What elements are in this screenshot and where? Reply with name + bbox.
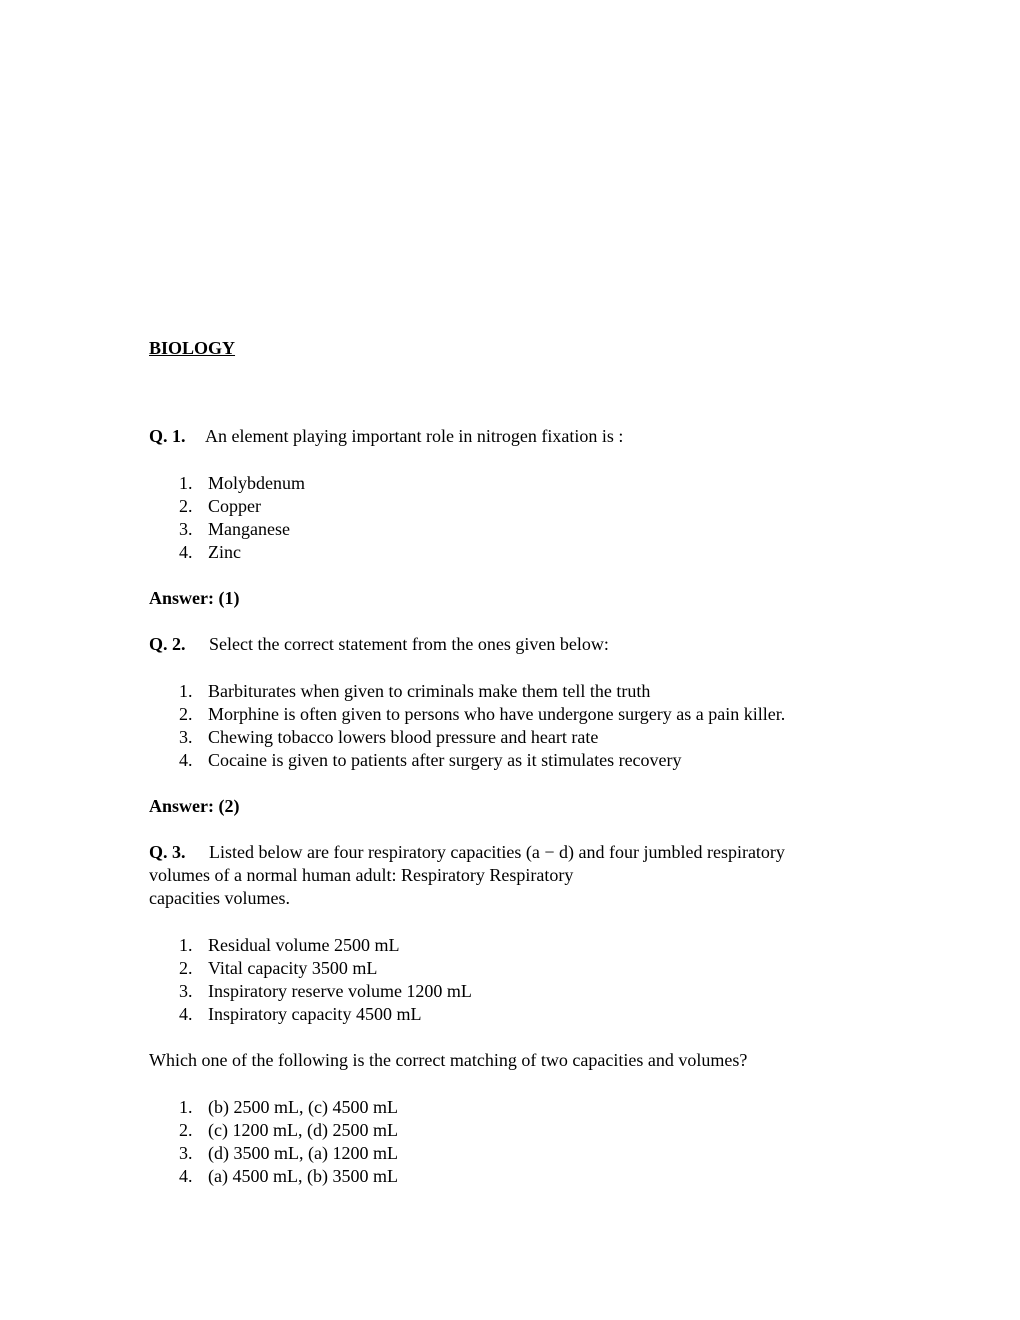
list-item (149, 1096, 869, 1119)
list-item (149, 472, 869, 495)
option-number: 4. (179, 750, 193, 770)
list-item (149, 749, 869, 772)
question-1-number: Q. 1. (149, 426, 186, 446)
question-1-options (149, 472, 869, 564)
question-3-text-line2: volumes of a normal human adult: Respiratory Respiratory (149, 865, 574, 885)
option-number: 1. (179, 1097, 193, 1117)
option-number: 2. (179, 958, 193, 978)
question-2 (149, 633, 869, 656)
option-number: 3. (179, 981, 193, 1001)
option-text: (a) 4500 mL, (b) 3500 mL (208, 1166, 398, 1186)
option-number: 3. (179, 519, 193, 539)
option-number: 3. (179, 727, 193, 747)
option-number: 4. (179, 1166, 193, 1186)
question-3-prompt: Which one of the following is the correct matching of two capacities and volumes? (149, 1050, 748, 1070)
question-3 (149, 841, 869, 864)
option-number: 4. (179, 1004, 193, 1024)
option-number: 2. (179, 496, 193, 516)
option-text: Cocaine is given to patients after surgery as it stimulates recovery (208, 750, 682, 770)
list-item (149, 957, 869, 980)
list-item (149, 1165, 869, 1188)
question-1 (149, 425, 869, 448)
question-2-options (149, 680, 869, 772)
option-number: 2. (179, 704, 193, 724)
option-number: 4. (179, 542, 193, 562)
list-item (149, 518, 869, 541)
section-heading: BIOLOGY (149, 338, 236, 358)
list-item (149, 1119, 869, 1142)
list-item (149, 726, 869, 749)
question-3-choices (149, 1096, 869, 1188)
option-text: (c) 1200 mL, (d) 2500 mL (208, 1120, 398, 1140)
list-item (149, 1003, 869, 1026)
option-text: Barbiturates when given to criminals make them tell the truth (208, 681, 651, 701)
list-item (149, 934, 869, 957)
option-text: (b) 2500 mL, (c) 4500 mL (208, 1097, 398, 1117)
list-item (149, 703, 869, 726)
list-item (149, 541, 869, 564)
option-text: Copper (208, 496, 261, 516)
question-2-answer: Answer: (2) (149, 796, 240, 816)
option-text: Molybdenum (208, 473, 305, 493)
list-item (149, 495, 869, 518)
question-2-number: Q. 2. (149, 634, 186, 654)
option-text: Morphine is often given to persons who have undergone surgery as a pain killer. (208, 704, 786, 724)
document-page (149, 337, 869, 1188)
option-number: 1. (179, 473, 193, 493)
question-1-answer: Answer: (1) (149, 588, 240, 608)
question-3-text-line3: capacities volumes. (149, 888, 290, 908)
option-text: Inspiratory reserve volume 1200 mL (208, 981, 472, 1001)
list-item (149, 1142, 869, 1165)
option-text: Vital capacity 3500 mL (208, 958, 378, 978)
option-text: (d) 3500 mL, (a) 1200 mL (208, 1143, 398, 1163)
question-3-text-line1: Listed below are four respiratory capacities (a − d) and four jumbled respiratory (209, 842, 785, 862)
option-text: Inspiratory capacity 4500 mL (208, 1004, 422, 1024)
option-text: Manganese (208, 519, 290, 539)
option-number: 1. (179, 935, 193, 955)
option-text: Residual volume 2500 mL (208, 935, 400, 955)
list-item (149, 680, 869, 703)
option-number: 1. (179, 681, 193, 701)
question-3-options (149, 934, 869, 1026)
option-text: Chewing tobacco lowers blood pressure and heart rate (208, 727, 599, 747)
option-text: Zinc (208, 542, 241, 562)
option-number: 3. (179, 1143, 193, 1163)
question-3-number: Q. 3. (149, 842, 186, 862)
option-number: 2. (179, 1120, 193, 1140)
list-item (149, 980, 869, 1003)
question-1-text: An element playing important role in nitrogen fixation is : (205, 426, 624, 446)
question-2-text: Select the correct statement from the ones given below: (209, 634, 609, 654)
